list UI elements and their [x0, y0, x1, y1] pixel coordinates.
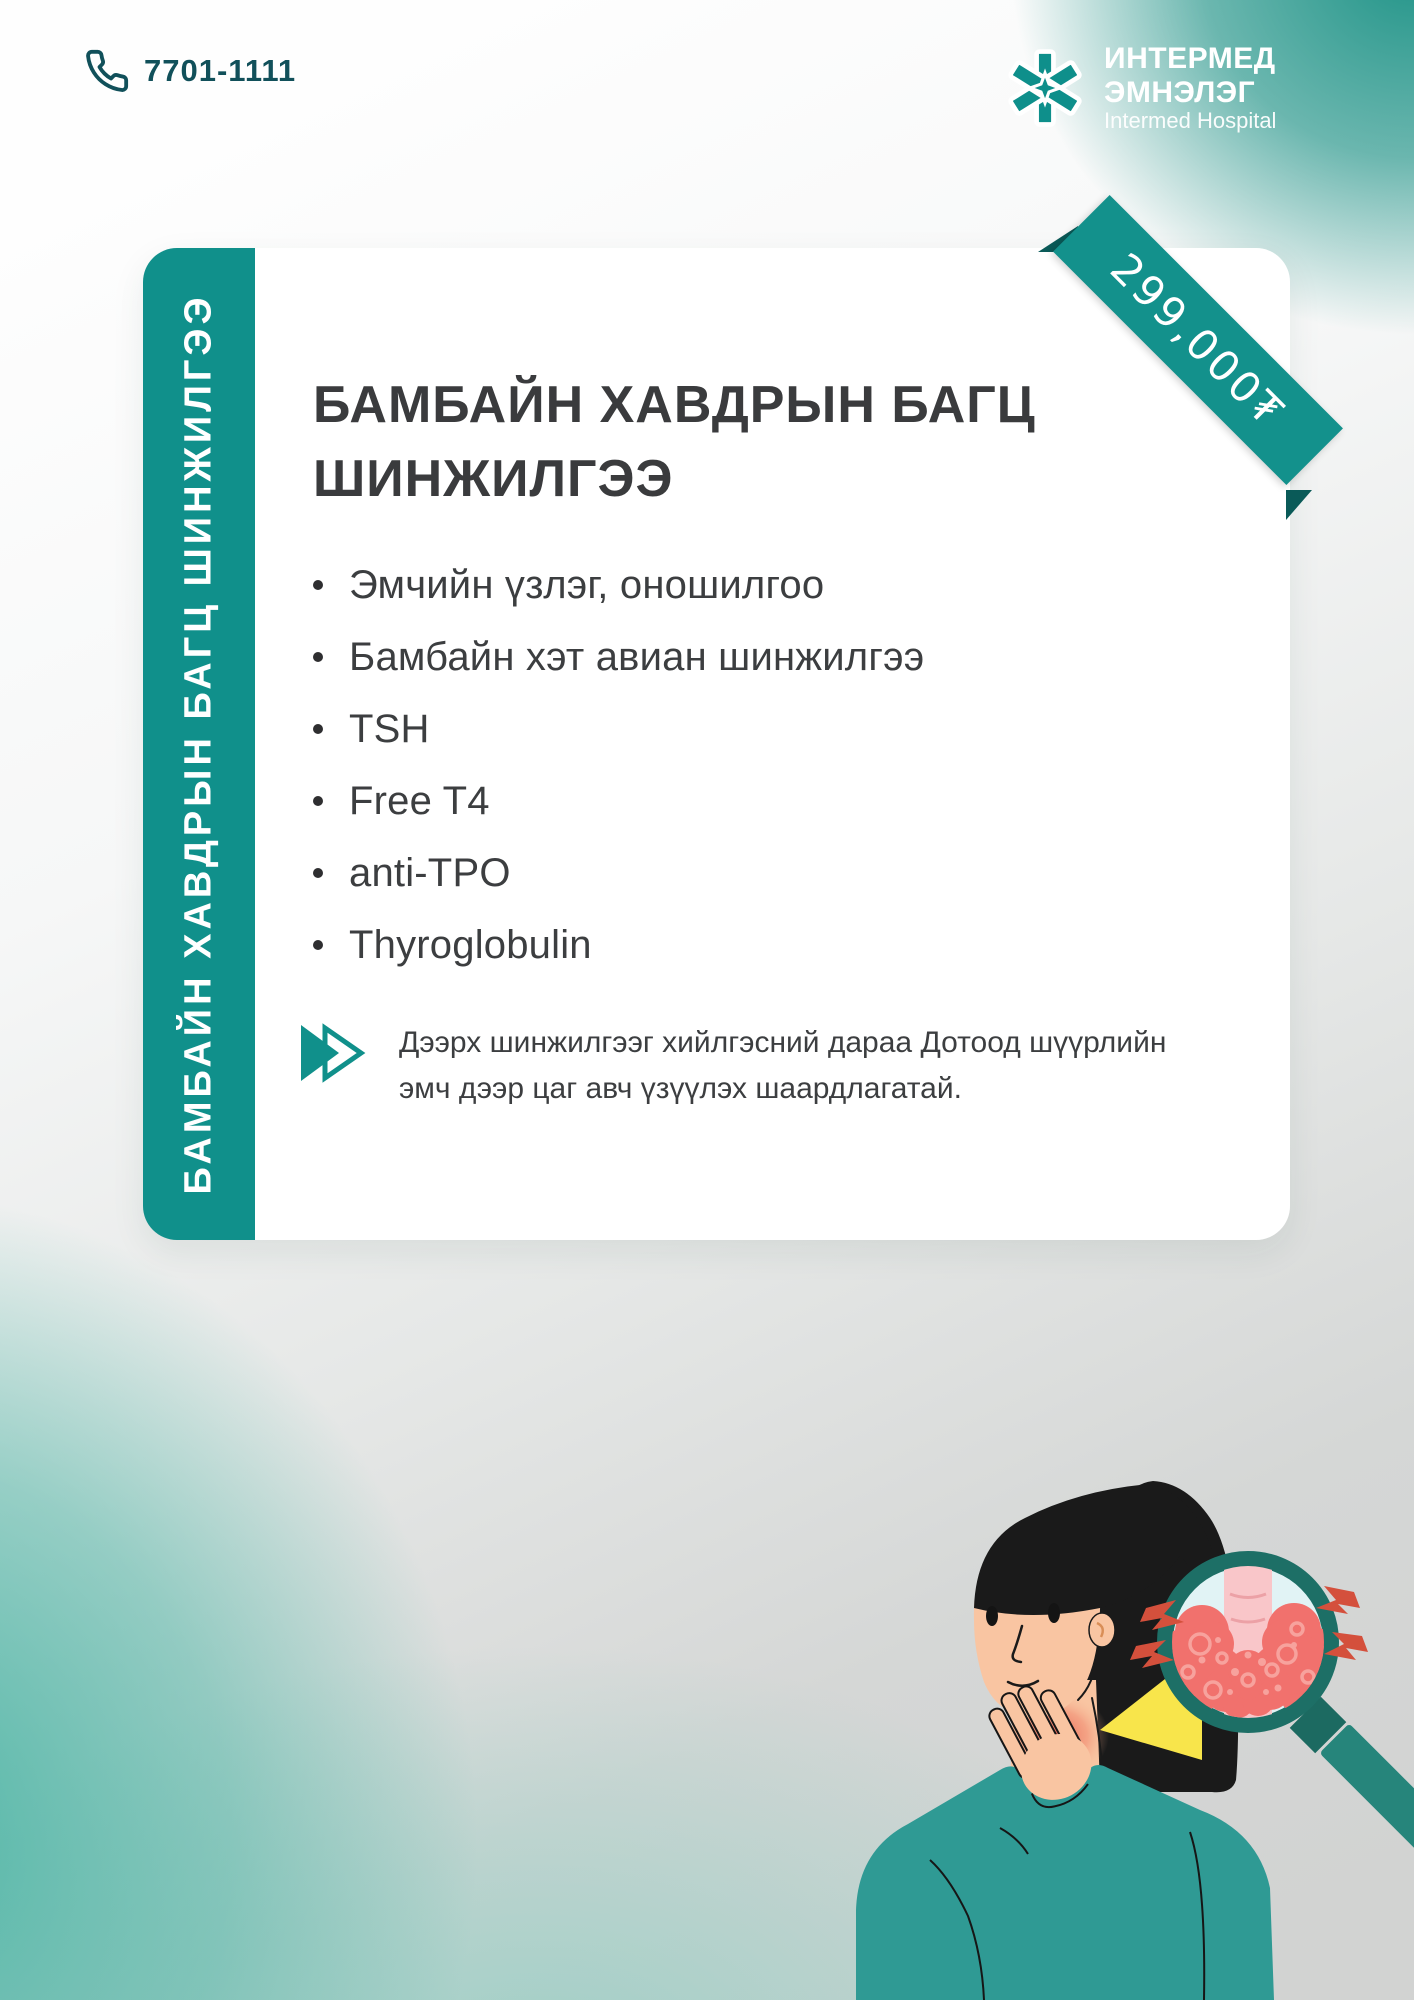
list-item: Эмчийн үзлэг, оношилгоо [313, 562, 1210, 608]
magnifier-handle [1319, 1723, 1414, 1860]
right-eye [1048, 1603, 1060, 1623]
logo-title: ИНТЕРМЕД ЭМНЭЛЭГ [1104, 42, 1276, 109]
card-body [255, 248, 1290, 1240]
card-side-label: БАМБАЙН ХАВДРЫН БАГЦ ШИНЖИЛГЭЭ [177, 293, 220, 1195]
sweater [856, 1765, 1274, 2000]
phone-icon [84, 48, 130, 94]
list-item: Бамбайн хэт авиан шинжилгээ [313, 634, 1210, 680]
list-item: Thyroglobulin [313, 922, 1210, 968]
note-line-2: эмч дээр цаг авч үзүүлэх шаардлагатай. [399, 1072, 962, 1105]
note-text [399, 1020, 1166, 1112]
list-item: anti-TPO [313, 850, 1210, 896]
note-row [297, 1020, 1210, 1112]
price-label: 299,000₮ [1101, 243, 1295, 437]
left-eye [986, 1606, 998, 1626]
list-item: TSH [313, 706, 1210, 752]
phone-block [84, 48, 296, 94]
note-line-1: Дээрх шинжилгээг хийлгэсний дараа Дотоод шүүрлийн [399, 1026, 1167, 1059]
hospital-logo [1002, 42, 1414, 134]
logo-subtitle: Intermed Hospital [1104, 108, 1277, 134]
card-side-band [143, 248, 255, 1240]
thyroid-illustration [850, 1430, 1414, 2000]
package-card [143, 243, 1295, 1240]
page-title: БАМБАЙН ХАВДРЫН БАГЦ ШИНЖИЛГЭЭ [313, 376, 1036, 508]
hospital-logo-icon [1002, 46, 1088, 130]
test-list [313, 562, 1210, 968]
phone-number: 7701-1111 [144, 53, 297, 88]
list-item: Free T4 [313, 778, 1210, 824]
double-chevron-right-icon [297, 1020, 369, 1086]
